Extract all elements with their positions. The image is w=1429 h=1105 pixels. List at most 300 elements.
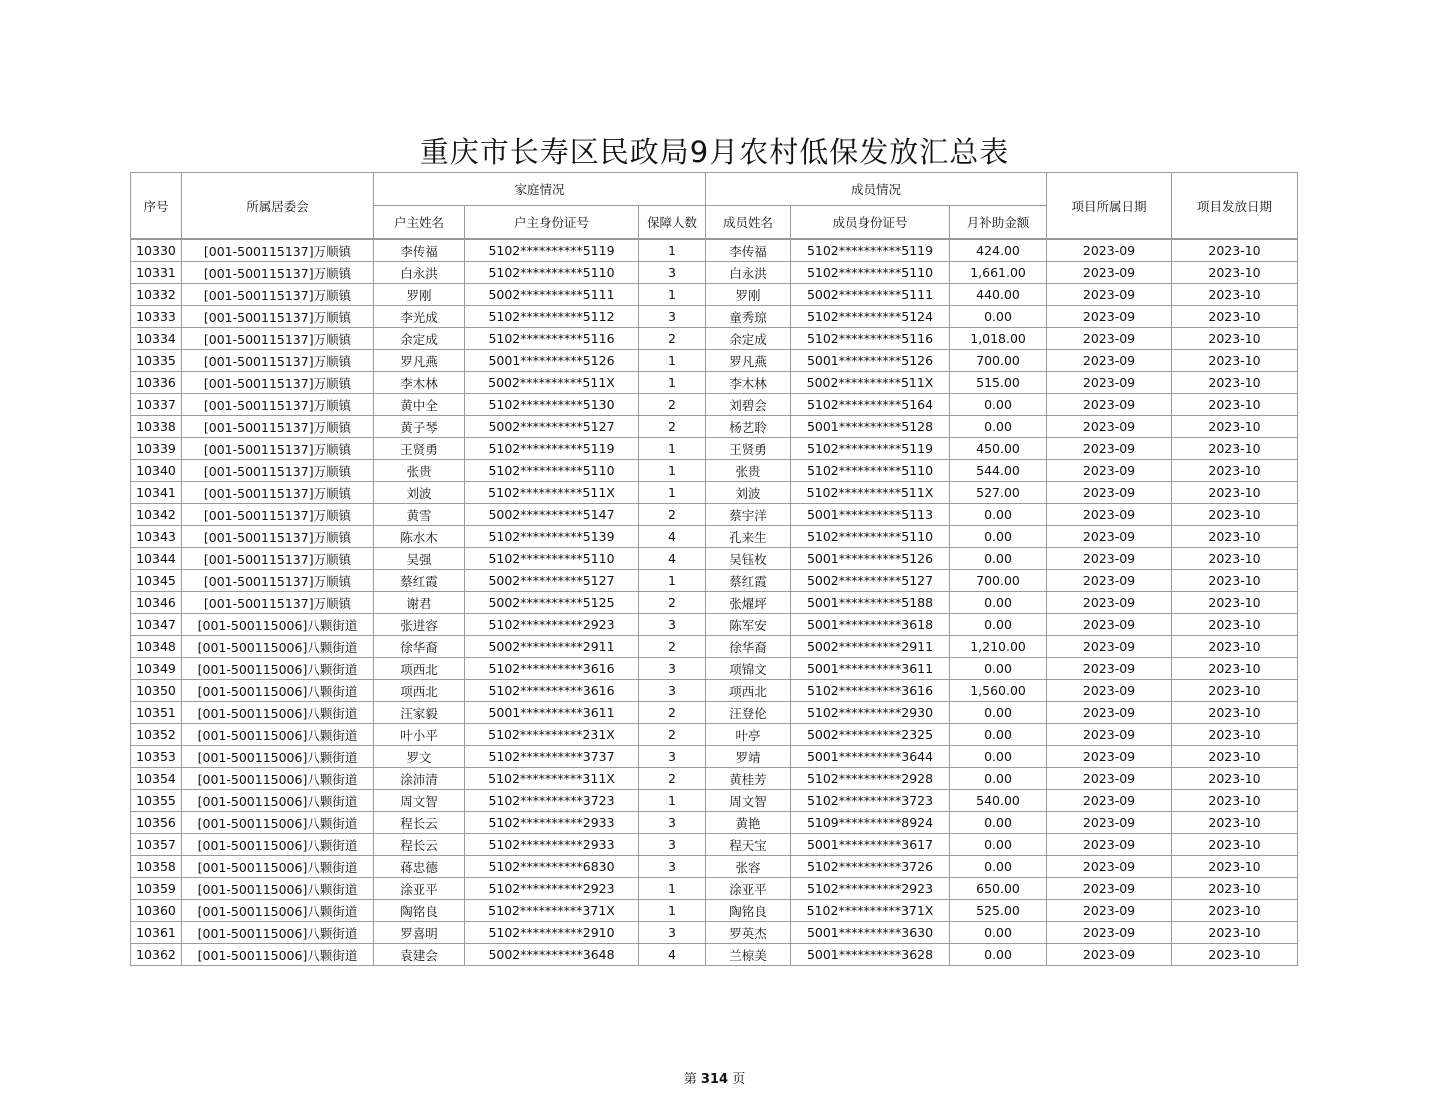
- cell-committee: [001-500115137]万顺镇: [182, 306, 374, 328]
- cell-committee: [001-500115137]万顺镇: [182, 482, 374, 504]
- cell-head-name: 陶铭良: [374, 900, 465, 922]
- cell-committee: [001-500115137]万顺镇: [182, 372, 374, 394]
- cell-seq: 10341: [131, 482, 182, 504]
- table-row: [131, 768, 1298, 790]
- cell-head-id: 5002**********5127: [465, 570, 639, 592]
- cell-head-id: 5001**********3611: [465, 702, 639, 724]
- cell-member-name: 孔来生: [706, 526, 791, 548]
- cell-issue-date: 2023-10: [1172, 856, 1298, 878]
- cell-count: 3: [639, 834, 706, 856]
- cell-seq: 10360: [131, 900, 182, 922]
- cell-issue-date: 2023-10: [1172, 768, 1298, 790]
- cell-member-id: 5102**********3723: [791, 790, 950, 812]
- cell-count: 3: [639, 746, 706, 768]
- cell-member-id: 5102**********511X: [791, 482, 950, 504]
- cell-amount: 650.00: [950, 878, 1047, 900]
- cell-head-name: 李木林: [374, 372, 465, 394]
- cell-member-id: 5001**********5128: [791, 416, 950, 438]
- cell-head-id: 5102**********3616: [465, 680, 639, 702]
- table-row: [131, 856, 1298, 878]
- cell-member-name: 余定成: [706, 328, 791, 350]
- cell-seq: 10355: [131, 790, 182, 812]
- cell-amount: 1,210.00: [950, 636, 1047, 658]
- cell-member-name: 李木林: [706, 372, 791, 394]
- table-row: [131, 636, 1298, 658]
- cell-count: 1: [639, 284, 706, 306]
- table-row: [131, 944, 1298, 966]
- cell-member-id: 5002**********5111: [791, 284, 950, 306]
- table-row: [131, 284, 1298, 306]
- cell-amount: 0.00: [950, 922, 1047, 944]
- cell-issue-date: 2023-10: [1172, 306, 1298, 328]
- cell-issue-date: 2023-10: [1172, 460, 1298, 482]
- table-row: [131, 306, 1298, 328]
- cell-member-name: 刘波: [706, 482, 791, 504]
- cell-count: 1: [639, 482, 706, 504]
- cell-seq: 10331: [131, 262, 182, 284]
- cell-count: 3: [639, 922, 706, 944]
- header-family-group: 家庭情况: [374, 173, 706, 206]
- cell-amount: 0.00: [950, 394, 1047, 416]
- cell-seq: 10349: [131, 658, 182, 680]
- table-row: [131, 262, 1298, 284]
- cell-member-id: 5001**********3611: [791, 658, 950, 680]
- cell-head-name: 罗凡燕: [374, 350, 465, 372]
- cell-issue-date: 2023-10: [1172, 328, 1298, 350]
- cell-count: 1: [639, 239, 706, 262]
- cell-issue-date: 2023-10: [1172, 680, 1298, 702]
- cell-issue-date: 2023-10: [1172, 394, 1298, 416]
- cell-amount: 440.00: [950, 284, 1047, 306]
- cell-seq: 10361: [131, 922, 182, 944]
- cell-amount: 1,661.00: [950, 262, 1047, 284]
- cell-issue-date: 2023-10: [1172, 504, 1298, 526]
- table-row: [131, 570, 1298, 592]
- cell-head-id: 5102**********5110: [465, 460, 639, 482]
- cell-member-name: 张燿坪: [706, 592, 791, 614]
- cell-member-id: 5102**********2923: [791, 878, 950, 900]
- cell-member-id: 5102**********371X: [791, 900, 950, 922]
- cell-count: 1: [639, 438, 706, 460]
- cell-project-date: 2023-09: [1047, 504, 1172, 526]
- cell-count: 2: [639, 636, 706, 658]
- cell-amount: 0.00: [950, 812, 1047, 834]
- cell-head-name: 蔡红霞: [374, 570, 465, 592]
- cell-member-id: 5102**********5164: [791, 394, 950, 416]
- cell-head-id: 5002**********5125: [465, 592, 639, 614]
- cell-member-name: 罗刚: [706, 284, 791, 306]
- cell-member-name: 童秀琼: [706, 306, 791, 328]
- cell-member-id: 5002**********2911: [791, 636, 950, 658]
- cell-seq: 10335: [131, 350, 182, 372]
- cell-seq: 10352: [131, 724, 182, 746]
- cell-head-name: 袁建会: [374, 944, 465, 966]
- table-row: [131, 790, 1298, 812]
- cell-count: 2: [639, 416, 706, 438]
- cell-seq: 10336: [131, 372, 182, 394]
- table-row: [131, 239, 1298, 262]
- cell-seq: 10354: [131, 768, 182, 790]
- cell-committee: [001-500115137]万顺镇: [182, 328, 374, 350]
- cell-head-name: 李光成: [374, 306, 465, 328]
- table-row: [131, 548, 1298, 570]
- cell-head-id: 5102**********2933: [465, 834, 639, 856]
- cell-committee: [001-500115137]万顺镇: [182, 239, 374, 262]
- cell-member-name: 罗靖: [706, 746, 791, 768]
- cell-committee: [001-500115006]八颗街道: [182, 658, 374, 680]
- cell-seq: 10339: [131, 438, 182, 460]
- cell-member-id: 5002**********2325: [791, 724, 950, 746]
- cell-head-id: 5002**********5147: [465, 504, 639, 526]
- cell-head-name: 叶小平: [374, 724, 465, 746]
- cell-head-id: 5102**********511X: [465, 482, 639, 504]
- cell-issue-date: 2023-10: [1172, 900, 1298, 922]
- cell-committee: [001-500115006]八颗街道: [182, 636, 374, 658]
- cell-member-name: 蔡宇洋: [706, 504, 791, 526]
- cell-seq: 10332: [131, 284, 182, 306]
- cell-member-name: 兰椋美: [706, 944, 791, 966]
- cell-count: 3: [639, 812, 706, 834]
- table-row: [131, 878, 1298, 900]
- cell-project-date: 2023-09: [1047, 768, 1172, 790]
- cell-member-id: 5109**********8924: [791, 812, 950, 834]
- cell-issue-date: 2023-10: [1172, 372, 1298, 394]
- cell-head-name: 罗喜明: [374, 922, 465, 944]
- cell-member-id: 5102**********5116: [791, 328, 950, 350]
- cell-seq: 10338: [131, 416, 182, 438]
- cell-head-name: 张进容: [374, 614, 465, 636]
- cell-amount: 0.00: [950, 658, 1047, 680]
- cell-project-date: 2023-09: [1047, 944, 1172, 966]
- cell-head-name: 罗文: [374, 746, 465, 768]
- cell-seq: 10358: [131, 856, 182, 878]
- cell-count: 2: [639, 328, 706, 350]
- cell-project-date: 2023-09: [1047, 570, 1172, 592]
- cell-issue-date: 2023-10: [1172, 702, 1298, 724]
- cell-seq: 10362: [131, 944, 182, 966]
- cell-count: 4: [639, 526, 706, 548]
- cell-amount: 544.00: [950, 460, 1047, 482]
- cell-head-id: 5102**********3723: [465, 790, 639, 812]
- cell-project-date: 2023-09: [1047, 239, 1172, 262]
- cell-project-date: 2023-09: [1047, 834, 1172, 856]
- cell-project-date: 2023-09: [1047, 328, 1172, 350]
- header-member-group: 成员情况: [706, 173, 1047, 206]
- cell-amount: 0.00: [950, 702, 1047, 724]
- cell-member-name: 陈军安: [706, 614, 791, 636]
- cell-seq: 10334: [131, 328, 182, 350]
- cell-issue-date: 2023-10: [1172, 284, 1298, 306]
- table-row: [131, 592, 1298, 614]
- cell-committee: [001-500115006]八颗街道: [182, 746, 374, 768]
- table-row: [131, 900, 1298, 922]
- page-title: 重庆市长寿区民政局9月农村低保发放汇总表: [419, 135, 1010, 169]
- cell-head-id: 5102**********2923: [465, 878, 639, 900]
- cell-count: 1: [639, 460, 706, 482]
- cell-project-date: 2023-09: [1047, 812, 1172, 834]
- cell-committee: [001-500115006]八颗街道: [182, 724, 374, 746]
- cell-member-id: 5001**********5126: [791, 548, 950, 570]
- header-count: 保障人数: [639, 206, 706, 240]
- cell-amount: 0.00: [950, 504, 1047, 526]
- cell-count: 1: [639, 900, 706, 922]
- table-row: [131, 702, 1298, 724]
- table-row: [131, 658, 1298, 680]
- cell-project-date: 2023-09: [1047, 372, 1172, 394]
- cell-seq: 10351: [131, 702, 182, 724]
- cell-issue-date: 2023-10: [1172, 944, 1298, 966]
- cell-issue-date: 2023-10: [1172, 438, 1298, 460]
- cell-member-id: 5001**********3618: [791, 614, 950, 636]
- cell-project-date: 2023-09: [1047, 526, 1172, 548]
- cell-member-id: 5001**********3617: [791, 834, 950, 856]
- cell-issue-date: 2023-10: [1172, 614, 1298, 636]
- cell-member-name: 张贵: [706, 460, 791, 482]
- cell-member-id: 5001**********5126: [791, 350, 950, 372]
- cell-member-name: 黄艳: [706, 812, 791, 834]
- cell-member-name: 王贤勇: [706, 438, 791, 460]
- cell-committee: [001-500115137]万顺镇: [182, 416, 374, 438]
- cell-project-date: 2023-09: [1047, 702, 1172, 724]
- cell-committee: [001-500115137]万顺镇: [182, 570, 374, 592]
- cell-head-name: 陈水木: [374, 526, 465, 548]
- table-row: [131, 416, 1298, 438]
- cell-seq: 10342: [131, 504, 182, 526]
- cell-head-name: 涂亚平: [374, 878, 465, 900]
- cell-committee: [001-500115137]万顺镇: [182, 548, 374, 570]
- table-row: [131, 526, 1298, 548]
- cell-head-name: 黄子琴: [374, 416, 465, 438]
- cell-committee: [001-500115006]八颗街道: [182, 768, 374, 790]
- cell-issue-date: 2023-10: [1172, 526, 1298, 548]
- cell-amount: 515.00: [950, 372, 1047, 394]
- cell-issue-date: 2023-10: [1172, 724, 1298, 746]
- cell-amount: 700.00: [950, 350, 1047, 372]
- cell-issue-date: 2023-10: [1172, 592, 1298, 614]
- cell-project-date: 2023-09: [1047, 614, 1172, 636]
- table-row: [131, 680, 1298, 702]
- cell-member-id: 5102**********5119: [791, 438, 950, 460]
- cell-head-id: 5102**********371X: [465, 900, 639, 922]
- cell-project-date: 2023-09: [1047, 856, 1172, 878]
- cell-count: 3: [639, 680, 706, 702]
- cell-member-name: 罗凡燕: [706, 350, 791, 372]
- cell-count: 2: [639, 724, 706, 746]
- table-header: [131, 173, 1298, 240]
- cell-head-name: 李传福: [374, 239, 465, 262]
- cell-issue-date: 2023-10: [1172, 548, 1298, 570]
- table-row: [131, 394, 1298, 416]
- cell-member-id: 5001**********5113: [791, 504, 950, 526]
- cell-head-name: 程长云: [374, 812, 465, 834]
- cell-seq: 10344: [131, 548, 182, 570]
- cell-member-id: 5001**********5188: [791, 592, 950, 614]
- cell-project-date: 2023-09: [1047, 548, 1172, 570]
- cell-count: 4: [639, 944, 706, 966]
- cell-member-name: 罗英杰: [706, 922, 791, 944]
- cell-seq: 10345: [131, 570, 182, 592]
- cell-issue-date: 2023-10: [1172, 482, 1298, 504]
- cell-amount: 527.00: [950, 482, 1047, 504]
- cell-amount: 525.00: [950, 900, 1047, 922]
- cell-committee: [001-500115137]万顺镇: [182, 592, 374, 614]
- cell-head-id: 5102**********3737: [465, 746, 639, 768]
- cell-project-date: 2023-09: [1047, 350, 1172, 372]
- cell-committee: [001-500115006]八颗街道: [182, 680, 374, 702]
- cell-head-name: 蒋忠德: [374, 856, 465, 878]
- cell-member-name: 陶铭良: [706, 900, 791, 922]
- table-row: [131, 614, 1298, 636]
- cell-head-id: 5002**********5111: [465, 284, 639, 306]
- cell-head-id: 5002**********3648: [465, 944, 639, 966]
- cell-seq: 10348: [131, 636, 182, 658]
- cell-count: 3: [639, 658, 706, 680]
- cell-head-id: 5102**********311X: [465, 768, 639, 790]
- cell-committee: [001-500115137]万顺镇: [182, 460, 374, 482]
- cell-committee: [001-500115137]万顺镇: [182, 504, 374, 526]
- cell-head-name: 涂沛清: [374, 768, 465, 790]
- cell-project-date: 2023-09: [1047, 460, 1172, 482]
- cell-head-name: 徐华裔: [374, 636, 465, 658]
- table-row: [131, 746, 1298, 768]
- cell-member-id: 5002**********511X: [791, 372, 950, 394]
- table-row: [131, 834, 1298, 856]
- cell-amount: 0.00: [950, 834, 1047, 856]
- cell-head-id: 5001**********5126: [465, 350, 639, 372]
- cell-member-id: 5002**********5127: [791, 570, 950, 592]
- cell-head-name: 汪家毅: [374, 702, 465, 724]
- table-row: [131, 372, 1298, 394]
- cell-head-id: 5102**********5110: [465, 262, 639, 284]
- table-row: [131, 482, 1298, 504]
- cell-project-date: 2023-09: [1047, 592, 1172, 614]
- cell-member-name: 叶亭: [706, 724, 791, 746]
- cell-issue-date: 2023-10: [1172, 834, 1298, 856]
- cell-head-id: 5102**********2910: [465, 922, 639, 944]
- cell-member-name: 周文智: [706, 790, 791, 812]
- cell-committee: [001-500115137]万顺镇: [182, 284, 374, 306]
- cell-project-date: 2023-09: [1047, 658, 1172, 680]
- cell-count: 2: [639, 768, 706, 790]
- cell-issue-date: 2023-10: [1172, 350, 1298, 372]
- cell-issue-date: 2023-10: [1172, 262, 1298, 284]
- cell-member-name: 程天宝: [706, 834, 791, 856]
- cell-amount: 450.00: [950, 438, 1047, 460]
- cell-amount: 700.00: [950, 570, 1047, 592]
- cell-member-name: 汪登伦: [706, 702, 791, 724]
- cell-seq: 10347: [131, 614, 182, 636]
- cell-project-date: 2023-09: [1047, 284, 1172, 306]
- cell-amount: 0.00: [950, 856, 1047, 878]
- cell-seq: 10357: [131, 834, 182, 856]
- cell-amount: 0.00: [950, 416, 1047, 438]
- cell-member-id: 5001**********3644: [791, 746, 950, 768]
- cell-amount: 0.00: [950, 768, 1047, 790]
- cell-count: 3: [639, 614, 706, 636]
- cell-member-name: 张容: [706, 856, 791, 878]
- cell-head-id: 5102**********5139: [465, 526, 639, 548]
- cell-member-id: 5102**********3726: [791, 856, 950, 878]
- cell-committee: [001-500115137]万顺镇: [182, 262, 374, 284]
- cell-count: 1: [639, 878, 706, 900]
- cell-amount: 0.00: [950, 944, 1047, 966]
- cell-head-name: 谢君: [374, 592, 465, 614]
- cell-count: 2: [639, 504, 706, 526]
- cell-member-name: 李传福: [706, 239, 791, 262]
- cell-member-name: 白永洪: [706, 262, 791, 284]
- cell-member-id: 5102**********5110: [791, 262, 950, 284]
- cell-member-id: 5102**********5110: [791, 526, 950, 548]
- cell-head-name: 罗刚: [374, 284, 465, 306]
- cell-member-name: 刘碧会: [706, 394, 791, 416]
- cell-project-date: 2023-09: [1047, 482, 1172, 504]
- cell-issue-date: 2023-10: [1172, 812, 1298, 834]
- header-member-id: 成员身份证号: [791, 206, 950, 240]
- cell-head-id: 5002**********2911: [465, 636, 639, 658]
- cell-head-id: 5102**********2923: [465, 614, 639, 636]
- cell-head-id: 5102**********2933: [465, 812, 639, 834]
- cell-project-date: 2023-09: [1047, 394, 1172, 416]
- cell-seq: 10340: [131, 460, 182, 482]
- cell-member-id: 5001**********3628: [791, 944, 950, 966]
- cell-head-id: 5102**********5112: [465, 306, 639, 328]
- cell-member-id: 5102**********5110: [791, 460, 950, 482]
- header-amount: 月补助金额: [950, 206, 1047, 240]
- table-row: [131, 438, 1298, 460]
- table-row: [131, 460, 1298, 482]
- cell-head-name: 白永洪: [374, 262, 465, 284]
- cell-head-id: 5102**********6830: [465, 856, 639, 878]
- cell-member-name: 杨艺聆: [706, 416, 791, 438]
- cell-issue-date: 2023-10: [1172, 636, 1298, 658]
- cell-issue-date: 2023-10: [1172, 570, 1298, 592]
- cell-member-name: 蔡红霞: [706, 570, 791, 592]
- cell-head-name: 张贵: [374, 460, 465, 482]
- header-project-date: 项目所属日期: [1047, 173, 1172, 240]
- cell-project-date: 2023-09: [1047, 416, 1172, 438]
- cell-count: 1: [639, 372, 706, 394]
- cell-member-id: 5102**********2930: [791, 702, 950, 724]
- cell-issue-date: 2023-10: [1172, 416, 1298, 438]
- cell-seq: 10346: [131, 592, 182, 614]
- cell-amount: 0.00: [950, 746, 1047, 768]
- cell-project-date: 2023-09: [1047, 636, 1172, 658]
- cell-issue-date: 2023-10: [1172, 746, 1298, 768]
- cell-count: 2: [639, 702, 706, 724]
- cell-project-date: 2023-09: [1047, 438, 1172, 460]
- cell-head-name: 余定成: [374, 328, 465, 350]
- page-number: 314: [700, 1072, 729, 1087]
- cell-issue-date: 2023-10: [1172, 878, 1298, 900]
- cell-head-id: 5102**********231X: [465, 724, 639, 746]
- cell-seq: 10356: [131, 812, 182, 834]
- table-row: [131, 504, 1298, 526]
- cell-committee: [001-500115006]八颗街道: [182, 812, 374, 834]
- cell-head-name: 程长云: [374, 834, 465, 856]
- table-row: [131, 812, 1298, 834]
- cell-member-id: 5102**********3616: [791, 680, 950, 702]
- cell-count: 2: [639, 394, 706, 416]
- cell-head-name: 项西北: [374, 680, 465, 702]
- cell-committee: [001-500115006]八颗街道: [182, 944, 374, 966]
- cell-committee: [001-500115137]万顺镇: [182, 350, 374, 372]
- cell-head-name: 吴强: [374, 548, 465, 570]
- cell-amount: 0.00: [950, 526, 1047, 548]
- cell-head-id: 5102**********5116: [465, 328, 639, 350]
- cell-project-date: 2023-09: [1047, 306, 1172, 328]
- cell-member-id: 5102**********2928: [791, 768, 950, 790]
- cell-member-name: 项锦文: [706, 658, 791, 680]
